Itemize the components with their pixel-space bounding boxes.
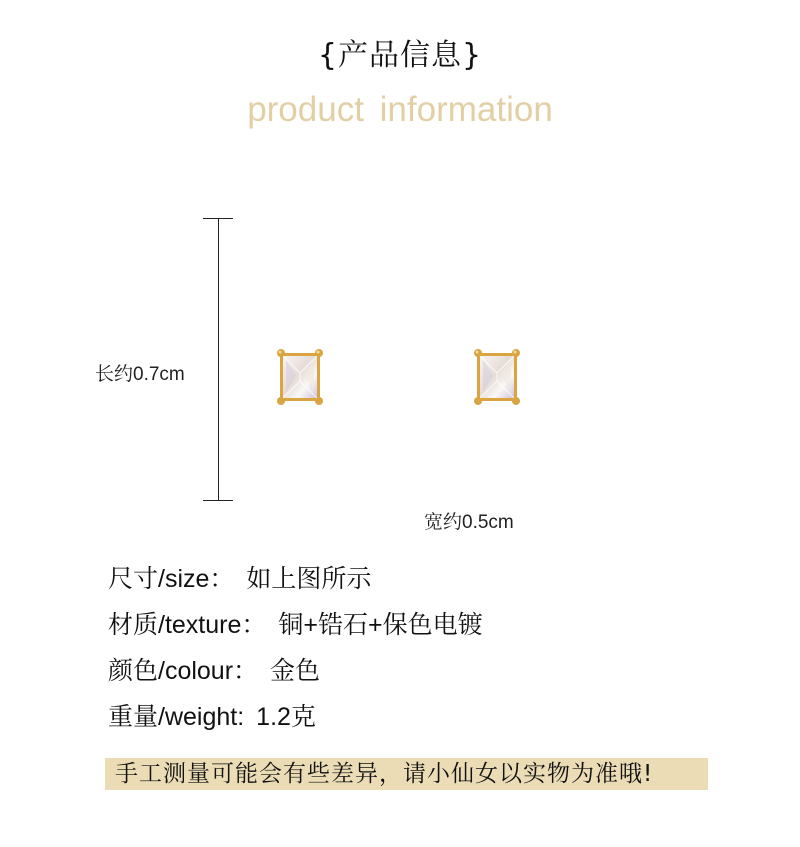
measurement-notice: 手工测量可能会有些差异，请小仙女以实物为准哦! — [105, 758, 708, 790]
spec-value: 1.2克 — [256, 703, 316, 731]
length-dimension-line — [218, 218, 219, 501]
spec-value: 如上图所示 — [246, 565, 372, 593]
spec-row-weight — [108, 694, 483, 740]
page-subtitle: product information — [247, 90, 553, 129]
earring-icon — [272, 343, 328, 409]
spec-row-colour — [108, 648, 483, 694]
spec-value: 金色 — [270, 657, 321, 685]
spec-label: 尺寸/size： — [108, 565, 235, 593]
spec-label: 材质/texture： — [108, 611, 267, 639]
dimension-tick-bottom — [203, 500, 233, 501]
earring-image-left — [272, 343, 328, 409]
width-label: 宽约0.5cm — [424, 512, 514, 533]
spec-value: 铜+锆石+保色电镀 — [278, 611, 483, 639]
spec-row-size — [108, 556, 483, 602]
length-label: 长约0.7cm — [95, 364, 185, 385]
spec-list — [108, 556, 483, 740]
spec-row-texture — [108, 602, 483, 648]
spec-label: 颜色/colour： — [108, 657, 259, 685]
earring-image-right — [469, 343, 525, 409]
spec-label: 重量/weight: — [108, 703, 245, 731]
page-title: {产品信息} — [317, 38, 483, 73]
earring-icon — [469, 343, 525, 409]
